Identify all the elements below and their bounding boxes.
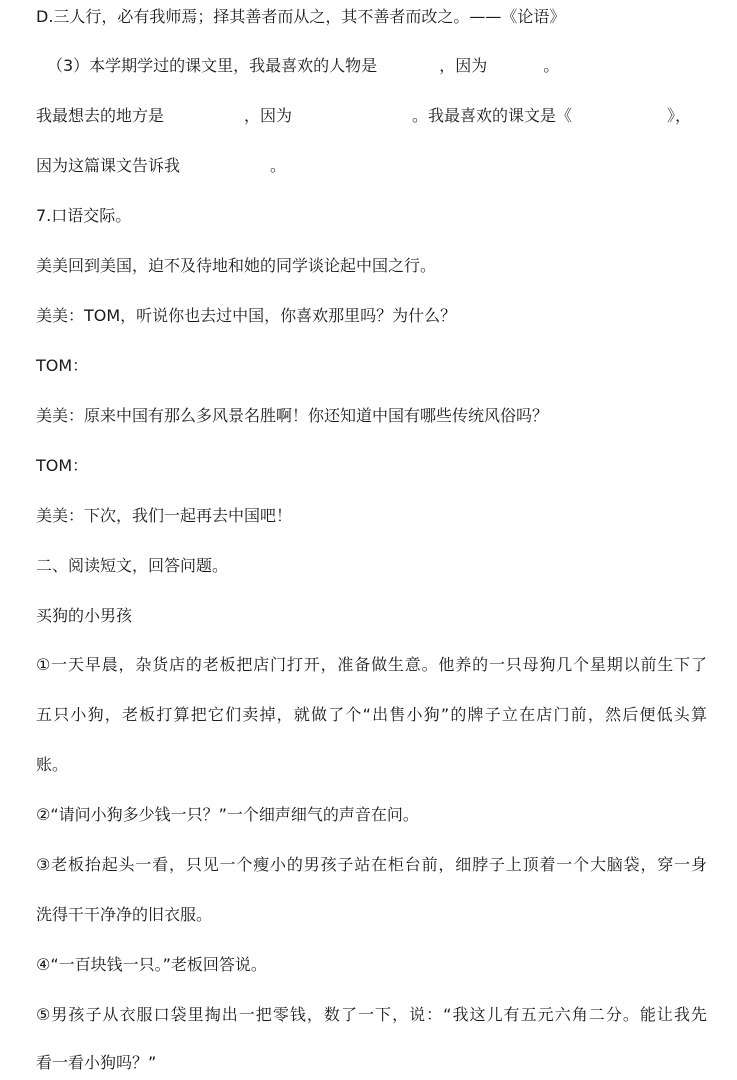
- favorite-character-line: [47, 55, 707, 77]
- dialogue-line: 美美：下次，我们一起再去中国吧！: [36, 506, 293, 525]
- paragraph-line: 洗得干干净净的旧衣服。: [36, 905, 213, 924]
- text-segment: ，因为: [439, 56, 488, 75]
- dialogue-answer-line: TOM：: [36, 456, 89, 475]
- favorite-place-line: [36, 105, 707, 127]
- dialogue-line: 美美：TOM，听说你也去过中国，你喜欢那里吗？为什么？: [36, 306, 457, 325]
- paragraph-line: ④“一百块钱一只。”老板回答说。: [36, 955, 267, 974]
- dialogue-line: 美美：原来中国有那么多风景名胜啊！你还知道中国有哪些传统风俗吗？: [36, 406, 549, 425]
- text-segment: 。我最喜欢的课文是《: [412, 106, 573, 125]
- passage-title: 买狗的小男孩: [36, 606, 133, 625]
- lesson-reason-line: [36, 155, 707, 177]
- paragraph-line: ②“请问小狗多少钱一只？”一个细声细气的声音在问。: [36, 805, 419, 824]
- dialogue-intro: 美美回到美国，迫不及待地和她的同学谈论起中国之行。: [36, 256, 437, 275]
- text-segment: 我最想去的地方是: [36, 106, 165, 125]
- text-segment: 因为这篇课文告诉我: [36, 156, 181, 175]
- section-heading: 7.口语交际。: [36, 206, 132, 225]
- paragraph-line: ③老板抬起头一看，只见一个瘦小的男孩子站在柜台前，细脖子上顶着一个大脑袋，穿一身: [36, 855, 707, 874]
- paragraph-line: ①一天早晨，杂货店的老板把店门打开，准备做生意。他养的一只母狗几个星期以前生下了: [36, 655, 707, 674]
- paragraph-line: 看一看小狗吗？”: [36, 1053, 157, 1072]
- dialogue-answer-line: TOM：: [36, 356, 89, 375]
- text-segment: 。: [543, 56, 560, 75]
- section-heading: 二、阅读短文，回答问题。: [36, 556, 229, 575]
- option-d-line: D.三人行，必有我师焉；择其善者而从之，其不善者而改之。——《论语》: [36, 7, 566, 26]
- text-segment: 》，: [667, 106, 692, 125]
- paragraph-line: 账。: [36, 755, 69, 774]
- text-segment: （3）本学期学过的课文里，我最喜欢的人物是: [47, 56, 378, 75]
- text-segment: ，因为: [244, 106, 293, 125]
- text-segment: 。: [270, 156, 287, 175]
- paragraph-line: 五只小狗，老板打算把它们卖掉，就做了个“出售小狗”的牌子立在店门前，然后便低头算: [36, 705, 707, 724]
- paragraph-line: ⑤男孩子从衣服口袋里掏出一把零钱，数了一下，说：“我这儿有五元六角二分。能让我先: [36, 1005, 707, 1024]
